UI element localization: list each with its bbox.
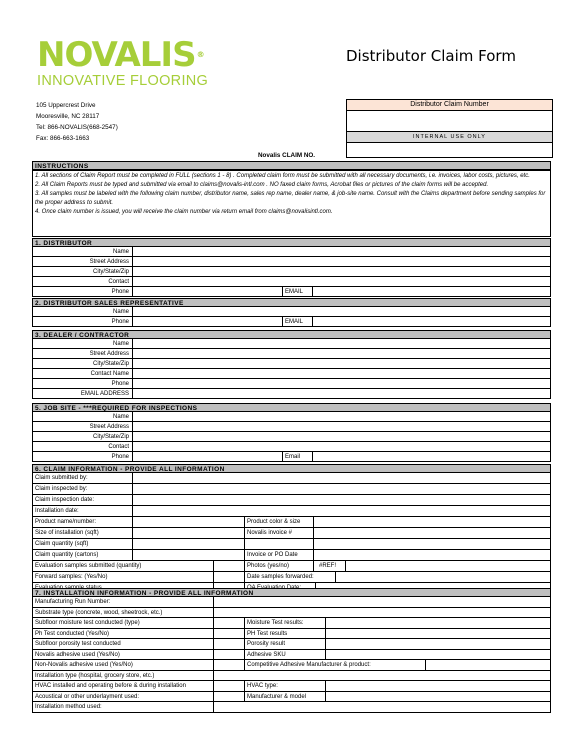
field-label: Claim inspected by: — [35, 486, 88, 492]
address-line: 105 Uppercrest Drive — [36, 102, 96, 109]
cell-divider — [132, 257, 133, 267]
cell-divider — [213, 671, 214, 682]
cell-divider — [132, 528, 133, 539]
cell-divider — [213, 597, 214, 608]
field-label: Size of installation (sqft) — [35, 530, 99, 536]
cell-divider — [132, 550, 133, 561]
field-label: Installation date: — [35, 508, 79, 514]
field-label: Street Address — [89, 424, 129, 430]
cell-divider — [132, 422, 133, 432]
form-row[interactable] — [33, 539, 550, 550]
field-label: Novalis adhesive used (Yes/No) — [35, 651, 120, 658]
field-label: Claim submitted by: — [35, 475, 88, 481]
field-label: Contact Name — [90, 371, 129, 377]
cell-divider — [312, 452, 313, 462]
form-row[interactable] — [33, 671, 550, 682]
cell-divider — [345, 561, 346, 572]
cell-divider — [213, 572, 214, 583]
email-label: Email — [285, 454, 301, 460]
section-header-dealer: 3. DEALER / CONTRACTOR — [32, 330, 551, 339]
cell-divider — [213, 561, 214, 572]
field-label: Porosity result — [247, 641, 286, 647]
form-row[interactable] — [33, 257, 550, 267]
form-row[interactable] — [33, 692, 550, 703]
form-row[interactable] — [33, 597, 550, 608]
cell-divider — [313, 539, 314, 550]
claim-number-header: Distributor Claim Number — [347, 100, 552, 111]
field-label: Claim quantity (sqft) — [35, 541, 89, 547]
cell-divider — [132, 287, 133, 297]
field-label: EMAIL ADDRESS — [80, 391, 129, 397]
form-row[interactable] — [33, 528, 550, 539]
form-row[interactable] — [33, 389, 550, 399]
instruction-line: 2. All Claim Reports must be typed and submitted via email to claims@novalis-intl.com . NO faxed claim forms, Acrobat files or pictures of the claim forms will be accepted. — [35, 182, 489, 188]
form-row[interactable] — [33, 267, 550, 277]
cell-divider — [132, 267, 133, 277]
cell-divider — [213, 629, 214, 640]
cell-divider — [132, 432, 133, 442]
cell-divider — [132, 495, 133, 506]
form-row[interactable] — [33, 442, 550, 452]
field-label: City/State/Zip — [92, 269, 129, 275]
ref-error-value: #REF! — [319, 563, 337, 569]
cell-divider — [335, 572, 336, 583]
field-label: HVAC installed and operating before & during installation — [35, 683, 186, 689]
cell-divider — [132, 473, 133, 484]
field-label: HVAC type: — [247, 683, 278, 689]
field-label: Evaluation samples submitted (quantity) — [35, 563, 142, 569]
field-label: Subfloor moisture test conducted (type) — [35, 620, 140, 626]
form-row[interactable] — [33, 473, 550, 484]
address-line: Mooresville, NC 28117 — [36, 113, 100, 120]
field-label: Invoice or PO Date — [247, 552, 298, 558]
form-row[interactable] — [33, 369, 550, 379]
claim-number-field[interactable] — [347, 111, 552, 131]
installation-grid — [32, 597, 551, 713]
field-label: Product color & size — [247, 519, 301, 525]
field-label: Adhesive SKU — [247, 651, 286, 658]
cell-divider — [425, 660, 426, 671]
cell-divider — [313, 561, 314, 572]
field-label: Forward samples: (Yes/No) — [35, 574, 108, 580]
field-label: Claim quantity (cartons) — [35, 552, 99, 558]
form-row[interactable] — [33, 517, 550, 528]
cell-divider — [132, 339, 133, 349]
instruction-line: 1. All sections of Claim Report must be completed in FULL (sections 1 - 8) . Completed claim form must be submitted with all necessary documents, i.e. invoices, labor costs, pictures, etc. — [35, 173, 530, 179]
email-label: EMAIL — [285, 289, 304, 295]
form-row[interactable] — [33, 317, 550, 327]
form-title: Distributor Claim Form — [346, 47, 516, 65]
form-row[interactable] — [33, 339, 550, 349]
cell-divider — [213, 660, 214, 671]
form-row[interactable] — [33, 359, 550, 369]
cell-divider — [213, 639, 214, 650]
form-row[interactable] — [33, 349, 550, 359]
form-row[interactable] — [33, 639, 550, 650]
field-label: Phone — [111, 381, 129, 387]
field-label: Name — [112, 341, 129, 347]
phone-line: Tel: 866-NOVALIS(668-2547) — [36, 124, 118, 131]
form-row[interactable] — [33, 379, 550, 389]
field-label: Name — [112, 414, 129, 420]
field-label: Street Address — [89, 351, 129, 357]
cell-divider — [213, 681, 214, 692]
form-row[interactable] — [33, 681, 550, 692]
form-row[interactable] — [33, 702, 550, 713]
novalis-claim-no-label: Novalis CLAIM NO. — [258, 152, 316, 159]
cell-divider — [132, 484, 133, 495]
field-label: Street Address — [89, 259, 129, 265]
field-label: Product name/number: — [35, 519, 97, 525]
form-row[interactable] — [33, 412, 550, 422]
cell-divider — [213, 692, 214, 703]
field-label: Subfloor porosity test conducted — [35, 641, 121, 647]
section-header-distributor: 1. DISTRIBUTOR — [32, 238, 551, 247]
field-label: Ph Test conducted (Yes/No) — [35, 630, 110, 637]
cell-divider — [325, 650, 326, 661]
field-label: Contact — [108, 279, 129, 285]
cell-divider — [325, 629, 326, 640]
field-label: Name — [112, 249, 129, 255]
cell-divider — [132, 412, 133, 422]
cell-divider — [132, 359, 133, 369]
form-row[interactable] — [33, 650, 550, 661]
field-label: Photos (yes/no) — [247, 563, 290, 569]
cell-divider — [213, 702, 214, 713]
field-label: Phone — [111, 289, 129, 295]
logo-tagline: INNOVATIVE FLOORING — [37, 73, 209, 89]
field-label: Phone — [111, 319, 129, 325]
field-label: Acoustical or other underlayment used: — [35, 693, 140, 700]
cell-divider — [132, 349, 133, 359]
field-label: Novalis invoice # — [247, 530, 293, 536]
field-label: Competitive Adhesive Manufacturer & product: — [247, 662, 371, 668]
field-label: Phone — [111, 454, 129, 460]
instruction-line: 4. Once claim number is issued, you will receive the claim number via return email from claims@novalisintl.com. — [35, 209, 333, 215]
cell-divider — [132, 506, 133, 517]
field-label: City/State/Zip — [92, 361, 129, 367]
cell-divider — [132, 539, 133, 550]
cell-divider — [132, 379, 133, 389]
cell-divider — [213, 650, 214, 661]
section-header-sales-rep: 2. DISTRIBUTOR SALES REPRESENTATIVE — [32, 298, 551, 307]
form-row[interactable] — [33, 572, 550, 583]
cell-divider — [313, 550, 314, 561]
field-label: Installation method used: — [35, 704, 102, 710]
cell-divider — [325, 681, 326, 692]
form-row[interactable] — [33, 561, 550, 572]
field-label: Non-Novalis adhesive used (Yes/No) — [35, 662, 133, 668]
form-row[interactable] — [33, 432, 550, 442]
cell-divider — [325, 639, 326, 650]
form-row[interactable] — [33, 452, 550, 462]
field-label: Manufacturing Run Number: — [35, 599, 111, 605]
sales-rep-grid — [32, 307, 551, 327]
form-row[interactable] — [33, 277, 550, 287]
registered-mark: ® — [196, 50, 204, 59]
novalis-logo — [37, 35, 209, 89]
job-site-grid — [32, 412, 551, 462]
form-row[interactable] — [33, 307, 550, 317]
cell-divider — [312, 317, 313, 327]
section-header-installation: 7. INSTALLATION INFORMATION - PROVIDE ALL INFORMATION — [32, 588, 551, 597]
cell-divider — [132, 317, 133, 327]
internal-use-field[interactable] — [347, 143, 552, 157]
form-row[interactable] — [33, 608, 550, 619]
cell-divider — [132, 247, 133, 257]
cell-divider — [313, 517, 314, 528]
cell-divider — [132, 442, 133, 452]
field-label: City/State/Zip — [92, 434, 129, 440]
distributor-claim-box — [346, 99, 553, 158]
cell-divider — [132, 452, 133, 462]
field-label: Claim inspection date: — [35, 497, 95, 503]
section-header-claim-info: 6. CLAIM INFORMATION - PROVIDE ALL INFORMATION — [32, 464, 551, 473]
form-row[interactable] — [33, 484, 550, 495]
distributor-grid — [32, 247, 551, 297]
form-row[interactable] — [33, 618, 550, 629]
cell-divider — [132, 517, 133, 528]
cell-divider — [325, 618, 326, 629]
field-label: PH Test results — [247, 630, 288, 637]
cell-divider — [132, 389, 133, 399]
cell-divider — [213, 618, 214, 629]
dealer-grid — [32, 339, 551, 399]
cell-divider — [325, 692, 326, 703]
form-row[interactable] — [33, 422, 550, 432]
section-header-instructions: INSTRUCTIONS — [32, 161, 551, 170]
field-label: Installation type (hospital, grocery store, etc.) — [35, 672, 155, 679]
cell-divider — [132, 369, 133, 379]
instruction-line: 3. All samples must be labeled with the following claim number, distributor name, sales rep name, dealer name, & job-site name. Consult with the Claims department before sending samples for the proper address to submit. — [35, 191, 546, 206]
cell-divider — [244, 539, 245, 550]
field-label: Contact — [108, 444, 129, 450]
section-header-job-site: 5. JOB SITE - ***REQUIRED FOR INSPECTIONS — [32, 403, 551, 412]
claim-info-grid — [32, 473, 551, 594]
instructions-text — [32, 170, 551, 237]
cell-divider — [213, 608, 214, 619]
cell-divider — [132, 277, 133, 287]
cell-divider — [132, 307, 133, 317]
form-row[interactable] — [33, 247, 550, 257]
field-label: Manufacturer & model — [247, 693, 307, 700]
form-row[interactable] — [33, 660, 550, 671]
form-row[interactable] — [33, 506, 550, 517]
cell-divider — [312, 287, 313, 297]
field-label: Date samples forwarded: — [247, 574, 314, 580]
form-row[interactable] — [33, 495, 550, 506]
logo-brand: NOVALIS — [37, 35, 196, 75]
cell-divider — [313, 528, 314, 539]
form-row[interactable] — [33, 287, 550, 297]
form-row[interactable] — [33, 629, 550, 640]
field-label: Name — [112, 309, 129, 315]
fax-line: Fax: 866-663-1663 — [36, 135, 90, 142]
field-label: Moisture Test results: — [247, 620, 304, 626]
form-row[interactable] — [33, 550, 550, 561]
email-label: EMAIL — [285, 319, 304, 325]
internal-use-label: INTERNAL USE ONLY — [347, 131, 552, 143]
field-label: Substrate type (concrete, wood, sheetrock, etc.) — [35, 609, 163, 616]
